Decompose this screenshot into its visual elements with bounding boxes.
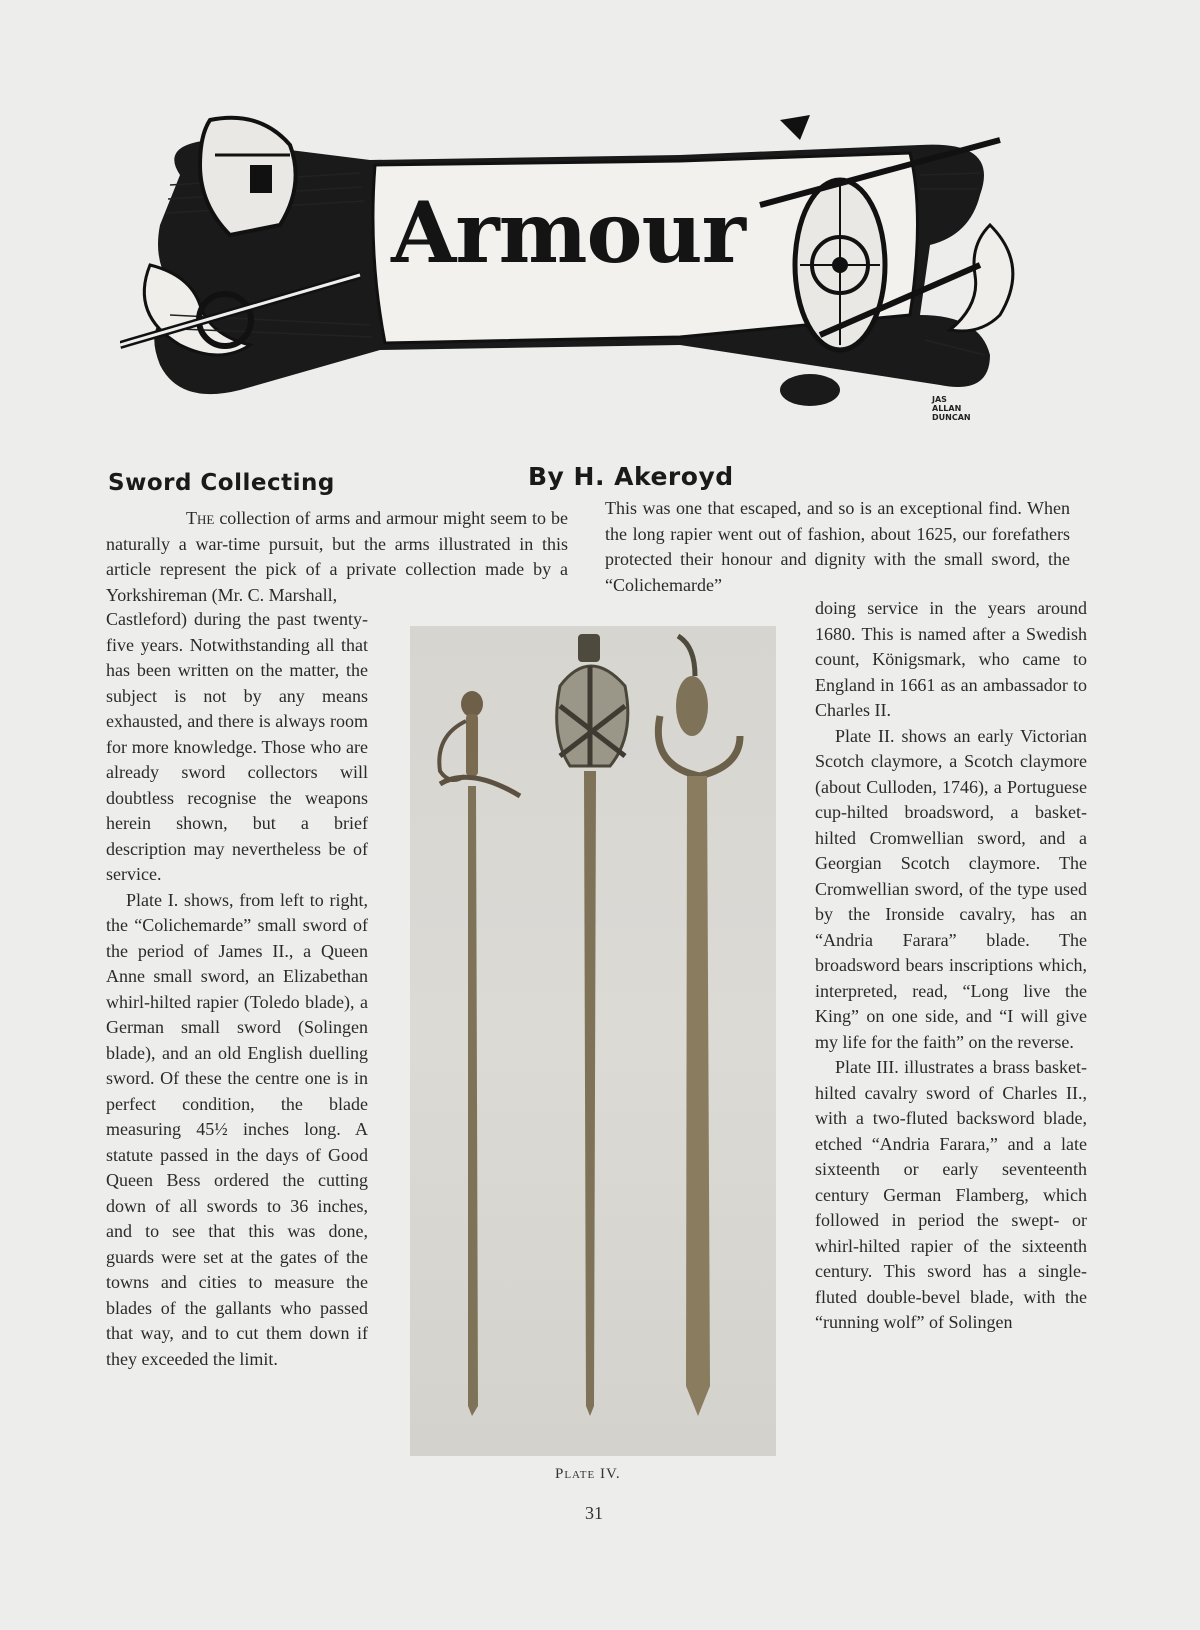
article-byline: By H. Akeroyd bbox=[528, 462, 734, 491]
paragraph-text: Plate III. illustrates a brass basket-hilted cavalry sword of Charles II., with a two-fluted backsword blade, etched “Andria Farara,” and a late sixteenth or early seventeenth century German Flamberg, which followed in period the swept- or whirl-hilted rapier of the sixteenth century. This sword has a single-fluted double-bevel blade, with the “running wolf” of Solingen bbox=[815, 1057, 1087, 1332]
left-top-paragraph bbox=[106, 506, 568, 608]
paragraph-text: This was one that escaped, and so is an exceptional find. When the long rapier went out of fashion, about 1625, our forefathers protected their honour and dignity with the small sword, the “Colichemarde” bbox=[605, 498, 1070, 595]
artist-signature bbox=[932, 395, 971, 422]
swords-illustration bbox=[410, 626, 776, 1456]
paragraph-text: Plate II. shows an early Victorian Scotch claymore, a Scotch claymore (about Culloden, 1746), a Portuguese cup-hilted broadsword, a basket-hilted Cromwellian sword, and a Georgian Scotch claymore. The Cromwellian sword, of the type used by the Ironside cavalry, has an “Andria Farara” blade. The broadsword bears inscriptions which, interpreted, read, “Long live the King” on one side, and “I will give my life for the faith” on the reverse. bbox=[815, 725, 1087, 1052]
signature-line: DUNCAN bbox=[932, 413, 971, 422]
banner-title: Armour bbox=[391, 183, 745, 282]
sword-centre bbox=[557, 634, 628, 1416]
right-column-text bbox=[815, 596, 1087, 1336]
drop-word: The bbox=[186, 508, 215, 528]
page-number: 31 bbox=[585, 1503, 603, 1523]
signature-line: ALLAN bbox=[932, 404, 962, 413]
sword-photograph bbox=[410, 626, 776, 1456]
paragraph-text: doing service in the years around 1680. This is named after a Swedish count, Königsmark, who came to England in 1661 as an ambassador to Charles II. bbox=[815, 598, 1087, 720]
plate-caption: Plate IV. bbox=[555, 1466, 621, 1482]
paragraph-text: Castleford) during the past twenty-five years. Notwithstanding all that has been written on the matter, the subject is not by any means exhausted, and there is always room for more knowledge. Those who are already sword collectors will doubtless recognise the weapons herein shown, but a brief description may nevertheless be of service. bbox=[106, 609, 368, 884]
paragraph-text: Plate I. shows, from left to right, the “Colichemarde” small sword of the period of James II., a Queen Anne small sword, an Elizabethan whirl-hilted rapier (Toledo blade), a German small sword (Solingen blade), and an old English duelling sword. Of these the centre one is in perfect condition, the blade measuring 45½ inches long. A statute passed in the days of Good Queen Bess ordered the cutting down of all swords to 36 inches, and to see that this was done, guards were set at the gates of the towns and cities to measure the blades of the gallants who passed that way, and to cut them down if they exceeded the limit. bbox=[106, 889, 368, 1369]
left-column-text bbox=[106, 607, 368, 1372]
article-title: Sword Collecting bbox=[108, 470, 335, 496]
paragraph-text: collection of arms and armour might seem to be naturally a war-time pursuit, but the arms illustrated in this article represent the pick of a private collection made by a Yorkshireman (Mr. C. Marshall, bbox=[106, 508, 569, 605]
sword-left bbox=[439, 691, 520, 1416]
armour-banner bbox=[120, 115, 1050, 425]
sword-right bbox=[658, 636, 740, 1416]
signature-line: JAS bbox=[932, 395, 947, 404]
right-top-paragraph bbox=[605, 496, 1070, 598]
